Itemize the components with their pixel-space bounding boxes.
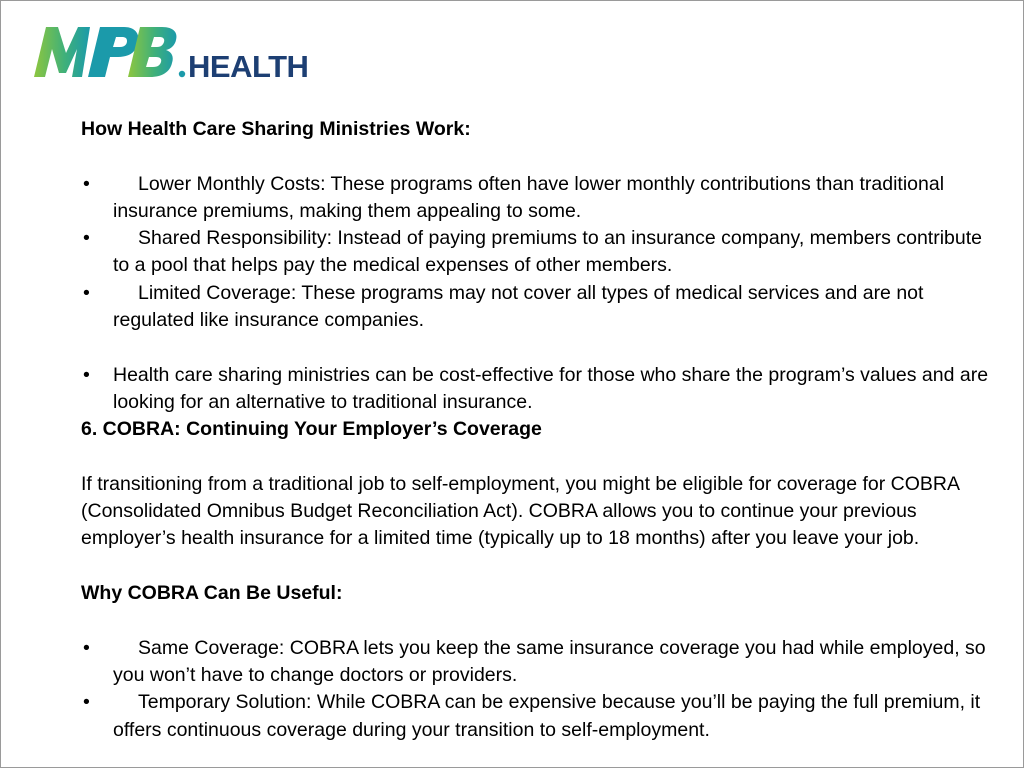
bullet-text: Limited Coverage: These programs may not cover all types of medical services and are not regulated like insurance companies. xyxy=(113,281,924,332)
cobra-useful-heading: Why COBRA Can Be Useful: xyxy=(81,582,343,605)
cobra-bullet-temporary-solution xyxy=(81,689,1001,744)
bullet-text: Same Coverage: COBRA lets you keep the same insurance coverage you had while employed, so you won’t have to change doctors or providers. xyxy=(113,636,986,686)
cobra-bullet-same-coverage xyxy=(81,635,1001,690)
bullet-text: Shared Responsibility: Instead of paying premiums to an insurance company, members contribute to a pool that helps pay the medical expenses of other members. xyxy=(113,227,982,277)
hcsm-bullet-shared-responsibility xyxy=(81,225,1001,280)
bullet-dot: • xyxy=(83,227,90,250)
bullet-dot: • xyxy=(83,281,90,304)
spacer xyxy=(81,607,1001,634)
bullet-dot: • xyxy=(83,636,90,659)
bullet-text: Temporary Solution: While COBRA can be expensive because you’ll be paying the full premium, it offers continuous coverage during your transition to self-employment. xyxy=(113,691,981,741)
hcsm-bullet-lower-costs xyxy=(81,171,1001,226)
bullet-dot: • xyxy=(83,363,90,386)
spacer xyxy=(81,143,1001,170)
bullet-dot: • xyxy=(83,691,90,714)
spacer xyxy=(81,553,1001,580)
spacer xyxy=(81,444,1001,471)
document-body xyxy=(81,116,1001,744)
mpb-health-logo xyxy=(32,23,309,84)
spacer xyxy=(81,334,1001,361)
hcsm-summary-bullet xyxy=(81,362,1001,417)
bullet-text: Lower Monthly Costs: These programs often have lower monthly contributions than traditional insurance premiums, making them appealing to some. xyxy=(113,172,945,222)
bullet-text: Health care sharing ministries can be cost-effective for those who share the program’s values and are looking for an alternative to traditional insurance. xyxy=(113,363,989,413)
cobra-heading: 6. COBRA: Continuing Your Employer’s Coverage xyxy=(81,418,542,441)
bullet-dot: • xyxy=(83,172,90,195)
cobra-paragraph: If transitioning from a traditional job to self-employment, you might be eligible for coverage for COBRA (Consolidated Omnibus Budget Reconciliation Act). COBRA allows you to continue your previous employer’s health insurance for a limited time (typically up to 18 months) after you leave your job. xyxy=(81,472,959,550)
hcsm-heading: How Health Care Sharing Ministries Work: xyxy=(81,118,471,140)
hcsm-bullet-limited-coverage xyxy=(81,280,1001,335)
logo-graphic xyxy=(32,23,309,84)
logo-health-text: HEALTH xyxy=(188,49,309,84)
